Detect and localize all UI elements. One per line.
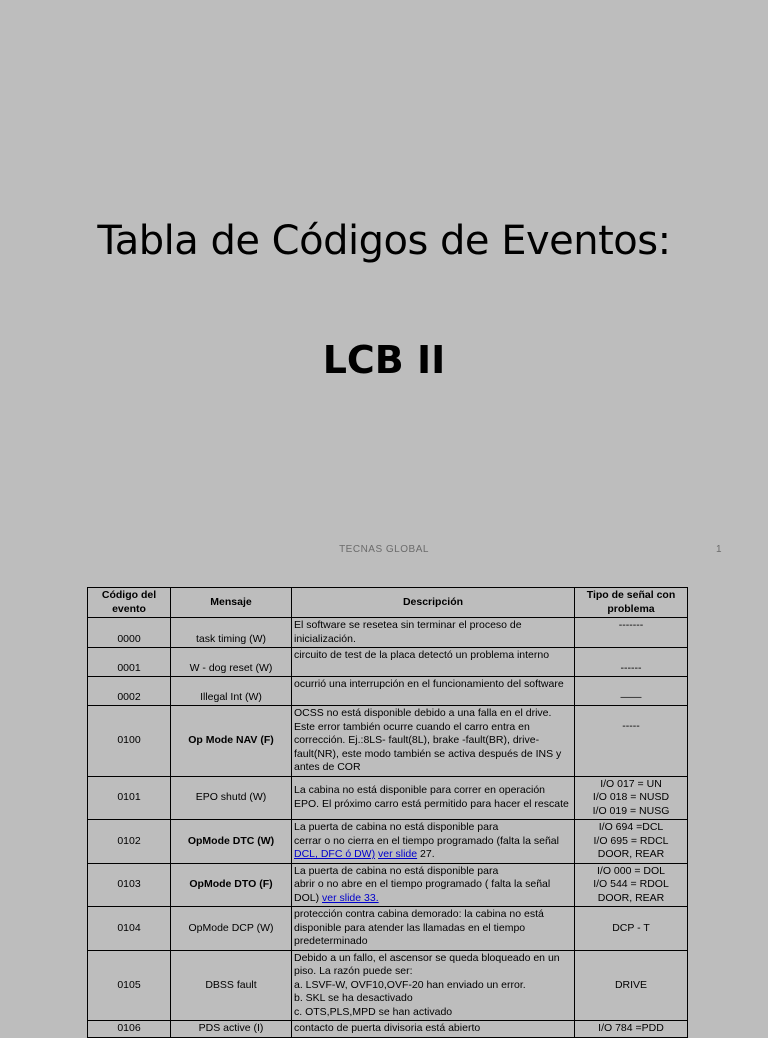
- row-description: [292, 950, 575, 1021]
- table-row: [88, 820, 688, 864]
- slide-subtitle: LCB II: [322, 338, 446, 382]
- row-signal: I/O 784 =PDD: [575, 1021, 688, 1038]
- footer-text: TECNAS GLOBAL: [339, 544, 429, 555]
- signal-line: I/O 017 = UN: [600, 777, 662, 790]
- signal-line: I/O 695 = RDCL: [593, 834, 669, 847]
- row-message: W - dog reset (W): [171, 648, 292, 677]
- page-number: 1: [715, 544, 722, 555]
- row-message: DBSS fault: [171, 950, 292, 1021]
- signal-line: I/O 000 = DOL: [597, 864, 665, 877]
- row-description: protección contra cabina demorado: la cabina no está disponible para atender las llamadas en el tiempo predeterminado: [292, 907, 575, 951]
- row-signal: ——: [575, 677, 688, 706]
- row-signal: [575, 776, 688, 820]
- row-code: 0000: [88, 618, 171, 648]
- row-message: Op Mode NAV (F): [171, 706, 292, 777]
- row-signal: -----: [575, 706, 688, 777]
- signal-ref: DOL): [294, 891, 320, 904]
- row-description: contacto de puerta divisoria está abierto: [292, 1021, 575, 1038]
- row-description: El software se resetea sin terminar el proceso de inicialización.: [292, 618, 575, 648]
- signal-line: I/O 018 = NUSD: [592, 791, 670, 803]
- description-line: [294, 892, 572, 906]
- table-row: [88, 950, 688, 1021]
- signal-line: I/O 544 = RDOL: [593, 878, 669, 890]
- row-message: OpMode DTC (W): [171, 820, 292, 864]
- ver-slide-link[interactable]: ver slide 33.: [322, 891, 379, 904]
- row-message: Illegal Int (W): [171, 677, 292, 706]
- header-code: Código del evento: [88, 588, 171, 618]
- signal-line: I/O 019 = NUSG: [592, 804, 670, 817]
- description-line: [294, 848, 572, 862]
- table-row: [88, 677, 688, 706]
- row-code: 0101: [88, 776, 171, 820]
- header-signal: Tipo de señal con problema: [575, 588, 688, 618]
- row-message: PDS active (I): [171, 1021, 292, 1038]
- description-line: a. LSVF-W, OVF10,OVF-20 han enviado un error.: [294, 978, 526, 991]
- row-code: 0001: [88, 648, 171, 677]
- row-description: ocurrió una interrupción en el funcionamiento del software: [292, 677, 575, 706]
- row-description: OCSS no está disponible debido a una falla en el drive. Este error también ocurre cuando el carro entra en corrección. Ej.:8LS- fault(8L), brake -fault(BR), drive-fault(NR), este modo también se activa después de INS y antes de COR: [292, 706, 575, 777]
- signal-line: DOOR, REAR: [597, 848, 665, 860]
- row-signal: DRIVE: [575, 950, 688, 1021]
- row-description: La cabina no está disponible para correr en operación EPO. El próximo carro está permitido para hacer el rescate: [292, 776, 575, 820]
- row-description: [292, 820, 575, 864]
- row-code: 0105: [88, 950, 171, 1021]
- table-row: [88, 863, 688, 907]
- ver-slide-link[interactable]: ver slide: [378, 848, 418, 860]
- table-row: [88, 706, 688, 777]
- row-description: circuito de test de la placa detectó un problema interno: [292, 648, 575, 677]
- description-line: abrir o no abre en el tiempo programado ( falta la señal: [294, 878, 551, 890]
- table-row: [88, 1021, 688, 1038]
- description-line: La puerta de cabina no está disponible para: [294, 821, 499, 833]
- row-code: 0103: [88, 863, 171, 907]
- header-message: Mensaje: [171, 588, 292, 618]
- table-row: [88, 648, 688, 677]
- row-code: 0102: [88, 820, 171, 864]
- description-line: c. OTS,PLS,MPD se han activado: [294, 1005, 453, 1018]
- row-code: 0002: [88, 677, 171, 706]
- slide-title: Tabla de Códigos de Eventos:: [97, 218, 671, 264]
- signal-line: I/O 694 =DCL: [598, 821, 664, 833]
- row-message: task timing (W): [171, 618, 292, 648]
- header-description: Descripción: [292, 588, 575, 618]
- row-signal: -------: [575, 618, 688, 648]
- row-code: 0106: [88, 1021, 171, 1038]
- table-row: [88, 618, 688, 648]
- row-description: [292, 863, 575, 907]
- table-header-row: [88, 588, 688, 618]
- row-message: OpMode DTO (F): [171, 863, 292, 907]
- row-signal: ------: [575, 648, 688, 677]
- description-line: Debido a un fallo, el ascensor se queda bloqueado en un piso. La razón puede ser:: [294, 951, 560, 977]
- event-codes-table: [87, 587, 688, 1038]
- row-message: EPO shutd (W): [171, 776, 292, 820]
- table-row: [88, 907, 688, 951]
- row-signal: DCP - T: [575, 907, 688, 951]
- row-signal: [575, 820, 688, 864]
- slide-ref: 27.: [420, 848, 435, 860]
- row-signal: [575, 863, 688, 907]
- row-message: OpMode DCP (W): [171, 907, 292, 951]
- description-line: b. SKL se ha desactivado: [294, 992, 413, 1004]
- table-row: [88, 776, 688, 820]
- row-code: 0104: [88, 907, 171, 951]
- signal-link[interactable]: DCL, DFC ó DW): [294, 848, 376, 860]
- signal-line: DOOR, REAR: [597, 891, 665, 904]
- description-line: La puerta de cabina no está disponible para: [294, 864, 499, 877]
- description-line: cerrar o no cierra en el tiempo programado (falta la señal: [294, 834, 559, 847]
- row-code: 0100: [88, 706, 171, 777]
